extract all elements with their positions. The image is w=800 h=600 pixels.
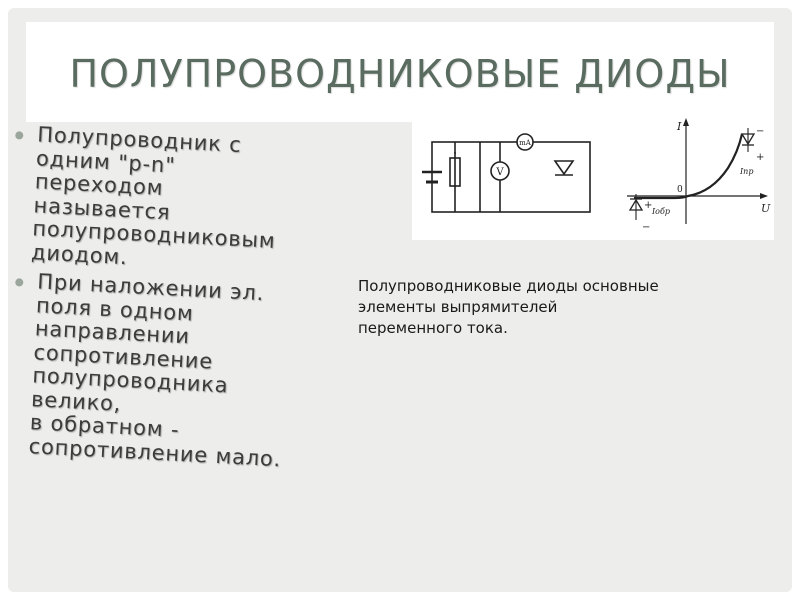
x-axis-arrow-icon <box>760 193 768 199</box>
diode-figure <box>412 112 774 240</box>
y-axis-arrow-icon <box>683 118 689 126</box>
bullet-item <box>2 269 356 475</box>
voltmeter-label: V <box>496 167 504 178</box>
bullet-text: Полупроводник с одним "p-n" переходом называется полупроводниковым диодом. <box>30 122 277 269</box>
bullet-list <box>12 122 357 471</box>
reverse-current-label: Iобр <box>652 207 670 216</box>
forward-minus-sign: − <box>756 126 765 137</box>
slide-title: ПОЛУПРОВОДНИКОВЫЕ ДИОДЫ <box>69 52 731 96</box>
forward-current-label: Iпр <box>740 167 754 176</box>
title-box <box>26 22 774 122</box>
origin-label: 0 <box>677 185 683 195</box>
diode-figure-svg <box>412 112 774 240</box>
circuit-diagram <box>422 134 590 212</box>
diode-icon <box>555 161 573 174</box>
x-axis-label: U <box>761 202 771 215</box>
bullet-dot-icon <box>15 131 23 139</box>
y-axis-label: I <box>677 120 682 133</box>
forward-plus-sign: + <box>756 152 765 163</box>
ammeter-label: mA <box>519 139 531 147</box>
reverse-plus-sign: + <box>644 200 653 211</box>
caption-text: Полупроводниковые диоды основные элементы выпрямителей переменного тока. <box>358 277 659 337</box>
bullet-dot-icon <box>15 278 23 286</box>
bullet-text: При наложении эл. поля в одном направлении сопротивление полупроводника велико, в обратном - сопротивление мало. <box>28 269 282 471</box>
reverse-minus-sign: − <box>642 222 651 233</box>
iv-curve <box>634 134 742 198</box>
bullet-item <box>5 122 357 281</box>
